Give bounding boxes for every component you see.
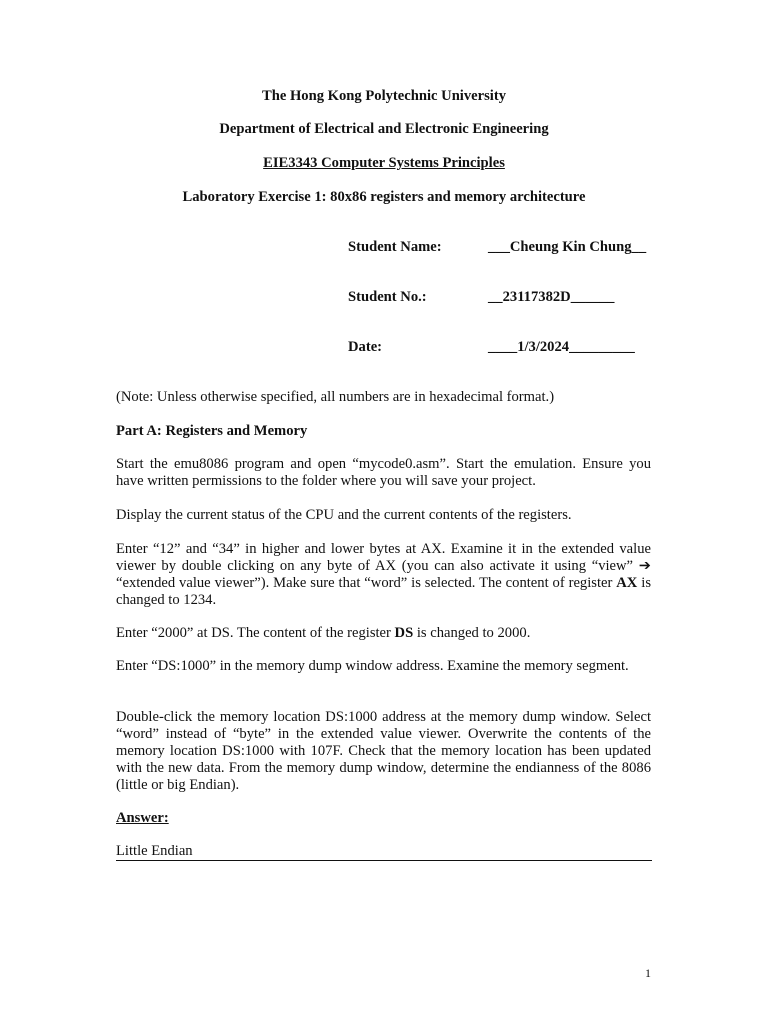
ds-register-name: DS [394, 625, 414, 641]
ds-text-post: is changed to 2000. [413, 625, 531, 641]
answer-line [116, 843, 652, 861]
ax-text-pre: Enter “12” and “34” in higher and lower bytes at AX. Examine it in the extended value viewer by double clicking on any byte of AX (you can also activate it using “view” ➔ “extended value viewer”). Make sure that “word” is selected. The content of register [116, 541, 651, 591]
ax-text-post: is changed to 1234. [116, 575, 651, 608]
paragraph-endianness: Double-click the memory location DS:1000 address at the memory dump window. Select “word” instead of “byte” in the extended value viewer. Overwrite the contents of the memory location DS:1000 with 107F. Check that the memory location has been updated with the new data. From the memory dump window, determine the endianness of the 8086 (little or big Endian). [116, 709, 651, 793]
university-title: The Hong Kong Polytechnic University [261, 88, 507, 104]
date-label: Date: [348, 339, 383, 355]
paragraph-enter-ax [116, 541, 651, 609]
course-title: EIE3343 Computer Systems Principles [263, 155, 505, 171]
note-text: (Note: Unless otherwise specified, all numbers are in hexadecimal format.) [116, 389, 555, 405]
lab-title: Laboratory Exercise 1: 80x86 registers and memory architecture [182, 189, 586, 205]
paragraph-start-emulator: Start the emu8086 program and open “mycode0.asm”. Start the emulation. Ensure you have written permissions to the folder where you will save your project. [116, 456, 651, 489]
paragraph-display-status: Display the current status of the CPU and the current contents of the registers. [116, 507, 572, 523]
student-no-label: Student No.: [348, 289, 427, 305]
student-name-label: Student Name: [348, 239, 442, 255]
department-title: Department of Electrical and Electronic Engineering [219, 121, 549, 137]
part-a-heading: Part A: Registers and Memory [116, 423, 308, 439]
paragraph-memory-dump: Enter “DS:1000” in the memory dump window address. Examine the memory segment. [116, 658, 629, 674]
student-no-value: __23117382D______ [488, 289, 615, 305]
paragraph-enter-ds [116, 625, 651, 642]
ax-register-name: AX [616, 575, 638, 591]
date-value: ____1/3/2024_________ [488, 339, 635, 355]
answer-value: Little Endian [116, 843, 193, 859]
page-number: 1 [645, 966, 651, 980]
ds-text-pre: Enter “2000” at DS. The content of the register [116, 625, 395, 641]
answer-label: Answer: [116, 810, 169, 826]
student-name-value: ___Cheung Kin Chung__ [488, 239, 647, 255]
